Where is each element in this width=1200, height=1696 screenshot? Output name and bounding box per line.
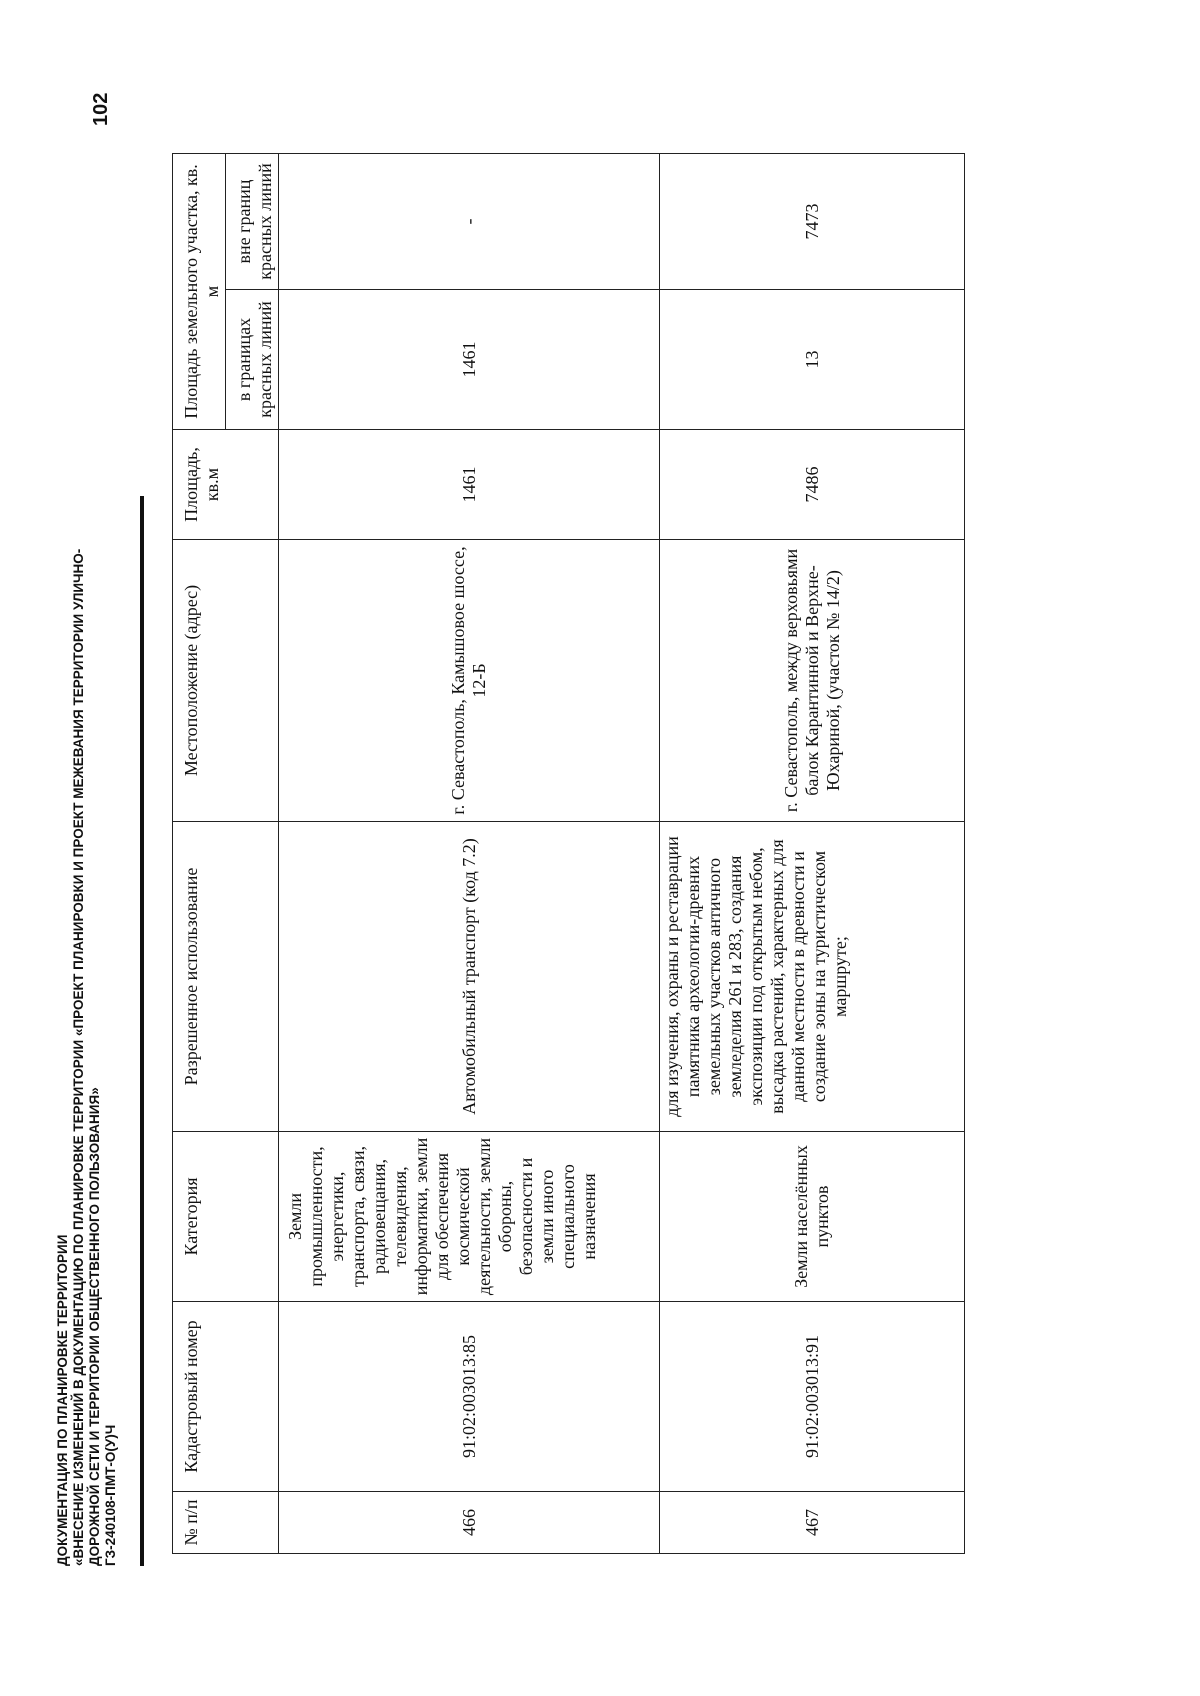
cell-inside: 13 — [660, 290, 965, 430]
cell-category: Земли населённых пунктов — [660, 1132, 965, 1302]
col-header-inside: в границах красных линий — [226, 290, 279, 430]
col-header-area-group: Площадь земельного участка, кв. м — [173, 154, 226, 430]
cell-location: г. Севастополь, между верховьями балок Карантинной и Верхне-Юхариной, (участок № 14/2) — [660, 540, 965, 822]
land-plot-table — [172, 153, 965, 1554]
col-header-outside: вне границ красных линий — [226, 154, 279, 290]
header-divider — [140, 496, 144, 1566]
header-line-3: ДОРОЖНОЙ СЕТИ И ТЕРРИТОРИИ ОБЩЕСТВЕННОГО ПОЛЬЗОВАНИЯ» — [87, 1087, 102, 1566]
header-row-1 — [173, 154, 226, 1554]
header-line-1: ДОКУМЕНТАЦИЯ ПО ПЛАНИРОВКЕ ТЕРРИТОРИИ — [55, 1234, 70, 1566]
cell-outside: 7473 — [660, 154, 965, 290]
cell-location: г. Севастополь, Камышовое шоссе, 12-Б — [279, 540, 660, 822]
table-row — [279, 154, 660, 1554]
document-header — [55, 86, 119, 1566]
header-line-4: ГЗ-240108-ПМТ-О(У)Ч — [103, 1424, 118, 1566]
cell-outside: - — [279, 154, 660, 290]
col-header-category: Категория — [173, 1132, 279, 1302]
col-header-cadastral: Кадастровый номер — [173, 1302, 279, 1492]
col-header-location: Местоположение (адрес) — [173, 540, 279, 822]
page-number: 102 — [90, 92, 112, 126]
table-row — [660, 154, 965, 1554]
cell-num: 466 — [279, 1492, 660, 1554]
col-header-use: Разрешенное использование — [173, 822, 279, 1132]
col-header-num: № п/п — [173, 1492, 279, 1554]
cell-inside: 1461 — [279, 290, 660, 430]
cell-use: Автомобильный транспорт (код 7.2) — [279, 822, 660, 1132]
cell-category: Земли промышленности, энергетики, транспорта, связи, радиовещания, телевидения, информатики, земли для обеспечения космической деятельности, земли обороны, безопасности и земли иного специального назначения — [279, 1132, 660, 1302]
col-header-area: Площадь, кв.м — [173, 430, 279, 540]
cell-cadastral: 91:02:003013:91 — [660, 1302, 965, 1492]
cell-area: 1461 — [279, 430, 660, 540]
header-line-2: «ВНЕСЕНИЕ ИЗМЕНЕНИЙ В ДОКУМЕНТАЦИЮ ПО ПЛАНИРОВКЕ ТЕРРИТОРИИ «ПРОЕКТ ПЛАНИРОВКИ И ПРОЕКТ МЕЖЕВАНИЯ ТЕРРИТОРИИ УЛИЧНО- — [71, 548, 86, 1566]
cell-area: 7486 — [660, 430, 965, 540]
cell-use: для изучения, охраны и реставрации памятника археологии-древних земельных участков античного земледелия 261 и 283, создания экспозиции под открытым небом, высадка растений, характерных для данной местности в древности и создание зоны на туристическом маршруте; — [660, 822, 965, 1132]
cell-num: 467 — [660, 1492, 965, 1554]
cell-cadastral: 91:02:003013:85 — [279, 1302, 660, 1492]
